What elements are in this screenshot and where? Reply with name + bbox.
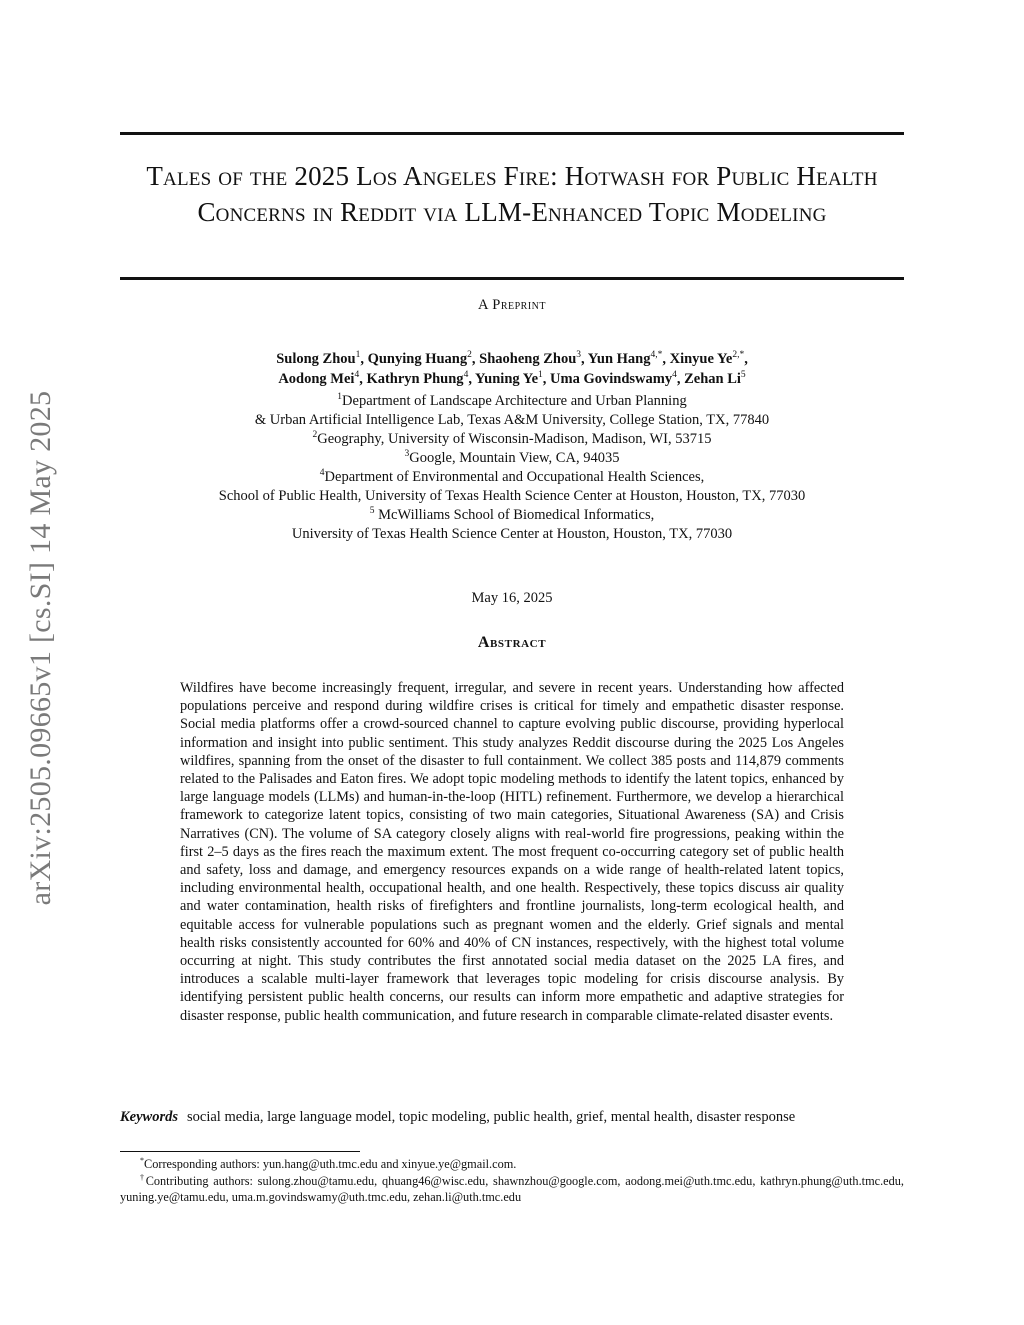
publication-date: May 16, 2025 [471, 590, 553, 606]
affiliation-line: $^4$Department of Environmental and Occupational Health Sciences, [319, 468, 705, 485]
affiliation-line: $^2$Geography, University of Wisconsin-Madison, Madison, WI, 53715 [312, 430, 712, 447]
author: Zehan Li$^5$ [684, 370, 746, 387]
affiliation-line: $^5$ McWilliams School of Biomedical Informatics, [369, 506, 655, 523]
affiliation-line: $^1$Department of Landscape Architecture and Urban Planning [337, 392, 687, 409]
affiliation-list [80, 392, 944, 544]
keywords-list: social media, large language model, topic modeling, public health, grief, mental health, disaster response [187, 1109, 796, 1125]
keywords-label: Keywords [120, 1109, 178, 1125]
paper-title: Tales of the 2025 Los Angeles Fire: Hotwash for Public Health Concerns in Reddit via LLM-Enhanced Topic Modeling [146, 161, 878, 227]
title-top-rule [120, 132, 904, 135]
author: Shaoheng Zhou$^3$ [479, 350, 582, 367]
affiliation-line: & Urban Artificial Intelligence Lab, Texas A&M University, College Station, TX, 77840 [254, 412, 770, 428]
preprint-label: A Preprint [477, 297, 547, 313]
abstract-heading: Abstract [477, 634, 547, 651]
author: Aodong Mei$^4$ [278, 370, 360, 387]
footnote-corresponding: *Corresponding authors: yun.hang@uth.tmc.edu and xinyue.ye@gmail.com. [140, 1156, 517, 1171]
footnote-rule [120, 1151, 360, 1152]
author: Qunying Huang$^2$ [367, 350, 472, 367]
author: Xinyue $Ye^{2,*}$ [669, 350, 745, 367]
footnote-contributing: †Contributing authors: sulong.zhou@tamu.edu, qhuang46@wisc.edu, shawnzhou@google.com, aodong.mei@uth.tmc.edu, kathryn.phung@uth.tmc.edu, yuning.ye@tamu.edu, uma.m.govindswamy@uth.tmc.edu, zehan.li@uth.tmc.edu [120, 1172, 904, 1204]
abstract-text: Wildfires have become increasingly frequent, irregular, and severe in recent years. Understanding how affected populations perceive and respond during wildfire crises is critical for timely and empathetic disaster response. Social media platforms offer a crowd-sourced channel to capture evolving public discourse, providing hyperlocal information and insight into public sentiment. This study analyzes Reddit discourse during the 2025 Los Angeles wildfires, spanning from the onset of the disaster to full containment. We collect 385 posts and 114,879 comments related to the Palisades and Eaton fires. We adopt topic modeling methods to identify the latent topics, enhanced by large language models (LLMs) and human-in-the-loop (HITL) refinement. Furthermore, we develop a hierarchical framework to categorize latent topics, consisting of two main categories, Situational Awareness (SA) and Crisis Narratives (CN). The volume of SA category closely aligns with real-world fire progressions, peaking within the first 2–5 days as the fires reach the maximum extent. The most frequent co-occurring category set of public health and safety, loss and damage, and emergency resources expands on a wide range of health-related latent topics, including environmental health, occupational health, and one health. Respectively, these topics discuss air quality and water contamination, health risks of firefighters and frontline journalists, long-term ecological health, and equitable access for vulnerable populations such as pregnant women and the elderly. Grief signals and mental health risks consistently accounted for 60% and 40% of CN instances, respectively, with the highest total volume occurring at night. This study contributes the first annotated social media dataset on the 2025 LA fires, and introduces a scalable multi-layer framework that leverages topic modeling for crisis discourse analysis. By identifying persistent public health concerns, our results can inform more empathetic and adaptive strategies for disaster response, public health communication, and future research in comparable climate-related disaster events. [180, 680, 844, 1024]
author-list: Sulong Zhou$^1$, Qunying Huang$^2$, Shaoheng Zhou$^3$, Yun Hang$^{4,*}$, Xinyue $Ye^{2,*}$, Aodong Mei$^4$, Kathryn Phung$^4$, Yuning Ye$^1$, Uma Govindswamy$^4$, Zehan Li$^5$ [276, 350, 748, 387]
author: Yun Hang$^{4,*}$ [587, 350, 663, 367]
author: Yuning Ye$^1$ [475, 370, 543, 387]
author: Kathryn Phung$^4$ [366, 370, 469, 387]
affiliation-line: School of Public Health, University of Texas Health Science Center at Houston, Houston, TX, 77030 [218, 488, 806, 504]
title-bottom-rule [120, 277, 904, 280]
affiliation-line: University of Texas Health Science Center at Houston, Houston, TX, 77030 [291, 526, 733, 542]
author: Sulong Zhou$^1$ [276, 350, 361, 367]
author: Uma Govindswamy$^4$ [550, 370, 677, 387]
affiliation-line: $^3$Google, Mountain View, CA, 94035 [404, 449, 620, 466]
arxiv-identifier: arXiv:2505.09665v1 [cs.SI] 14 May 2025 [24, 390, 57, 906]
keywords-line [120, 1107, 904, 1127]
footnotes [120, 1156, 904, 1206]
